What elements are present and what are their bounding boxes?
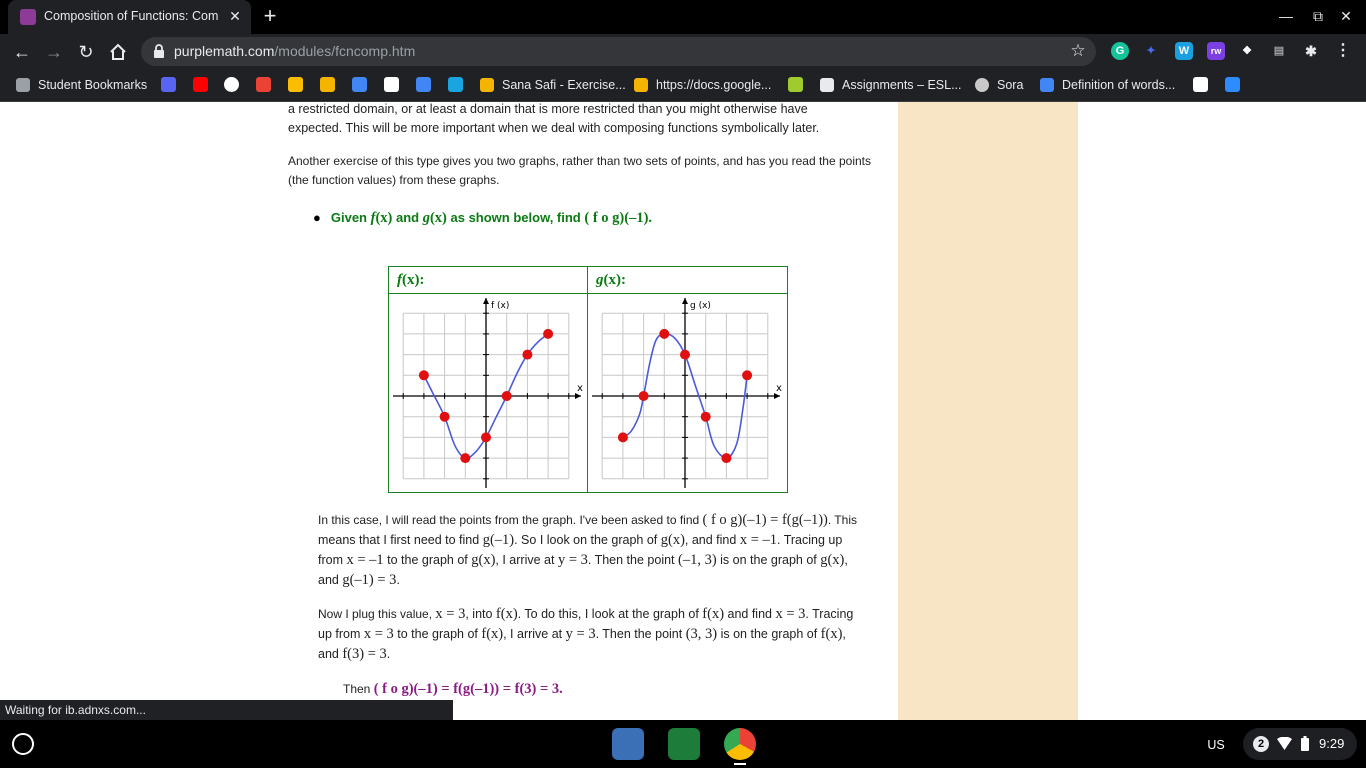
text-line: (the function values) from these graphs.	[288, 173, 500, 187]
math-expression: g(x)	[471, 552, 496, 568]
launcher-icon[interactable]	[12, 733, 34, 755]
solution-text: . Then the point	[587, 553, 678, 567]
status-bubble: Waiting for ib.adnxs.com...	[0, 700, 453, 720]
text-line	[318, 570, 883, 590]
label-name: g	[596, 272, 604, 288]
text-line	[318, 530, 883, 550]
y-axis-label: g (x)	[690, 301, 711, 311]
active-tab[interactable]	[8, 0, 251, 34]
data-point	[618, 432, 628, 442]
solution-text: to the graph of	[383, 553, 472, 567]
bullet-text: as shown below, find	[446, 210, 585, 225]
solution-text: In this case, I will read the points from the graph. I've been asked to find	[318, 513, 703, 527]
math-expression: g(–1)	[482, 532, 515, 548]
text-line	[318, 510, 883, 530]
screen-extension-icon[interactable]: ▤	[1273, 45, 1285, 57]
solution-text: . Tracing up	[777, 533, 843, 547]
solution-text: is on the graph of	[716, 553, 821, 567]
bullet-g: g	[422, 210, 430, 226]
solution-text: . This	[827, 513, 857, 527]
home-icon	[109, 43, 127, 61]
solution-text: ,	[844, 553, 848, 567]
f-graph-chart	[389, 294, 588, 492]
text-line	[318, 624, 883, 644]
reload-button[interactable]: ↻	[78, 42, 94, 62]
text-line: a restricted domain, or at least a domain that is more restricted than you might otherwise have	[288, 102, 808, 116]
share-extension-icon[interactable]: ❖	[1242, 45, 1252, 57]
x-axis-label: x	[577, 383, 583, 394]
text-line	[318, 644, 883, 664]
solution-text: . So I look on the graph of	[514, 533, 661, 547]
solution-text: from	[318, 553, 347, 567]
text-line	[318, 550, 883, 570]
b-icon[interactable]	[1193, 77, 1208, 92]
youtube-icon[interactable]	[193, 77, 208, 92]
then-label: Then	[343, 682, 374, 696]
solution-text: .	[396, 573, 400, 587]
text-line: expected. This will be more important when we deal with composing functions symbolically later.	[288, 121, 820, 135]
data-point	[481, 432, 491, 442]
f-graph-cell	[389, 267, 588, 492]
solution-text: . Then the point	[595, 627, 686, 641]
math-expression: g(x)	[820, 552, 845, 568]
answer-expression: ( f o g)(–1) = f(g(–1)) = f(3) = 3.	[373, 681, 563, 697]
bookmark-label: https://docs.google...	[656, 78, 772, 92]
math-expression: g(–1) = 3	[342, 572, 397, 588]
y-axis-arrow	[682, 298, 688, 304]
exercise-bullet	[313, 208, 652, 228]
solution-text: is on the graph of	[717, 627, 821, 641]
solution-text: means that I first need to find	[318, 533, 483, 547]
math-expression: f(x)	[820, 626, 843, 642]
bookmark-label: Assignments – ESL...	[842, 78, 962, 92]
math-expression: f(x)	[702, 606, 725, 622]
solution-text: , into	[465, 607, 496, 621]
final-answer	[343, 680, 563, 699]
discord-icon[interactable]	[161, 77, 176, 92]
wakelet-extension-icon[interactable]: W	[1175, 42, 1193, 60]
desmos-app-icon[interactable]	[668, 728, 700, 760]
bookmark-sana-safi[interactable]	[480, 76, 626, 94]
data-point	[701, 412, 711, 422]
assignments-icon	[820, 78, 834, 92]
docs-icon	[1040, 78, 1054, 92]
home-button[interactable]	[104, 38, 132, 66]
math-expression: x = –1	[739, 532, 777, 548]
bookmark-label: Sana Safi - Exercise...	[502, 78, 626, 92]
bullet-text: and	[392, 210, 423, 225]
math-expression: x = –1	[346, 552, 384, 568]
folder-icon	[480, 78, 494, 92]
bullet-f: f	[370, 210, 376, 226]
page-content	[0, 102, 1366, 720]
solution-text: , and find	[684, 533, 740, 547]
drive-icon[interactable]	[288, 77, 303, 92]
sidebar-column	[898, 102, 1078, 720]
text-line: Another exercise of this type gives you two graphs, rather than two sets of points, and has you read the points	[288, 154, 872, 168]
readwrite-extension-icon[interactable]: rw	[1207, 42, 1225, 60]
bookmark-docs-google[interactable]	[634, 76, 771, 94]
bookmark-sora[interactable]	[975, 76, 1023, 94]
data-point	[680, 350, 690, 360]
bookmark-assignments-esl[interactable]	[820, 76, 962, 94]
app-avatar-icon[interactable]	[612, 728, 644, 760]
x-axis-label: x	[776, 383, 782, 394]
zoom-icon[interactable]	[1225, 77, 1240, 92]
data-point	[460, 453, 470, 463]
bookmark-star-icon[interactable]: ☆	[1070, 41, 1086, 60]
active-app-indicator	[734, 763, 746, 765]
purplemath-favicon-icon	[20, 9, 36, 25]
solution-text: to the graph of	[393, 627, 482, 641]
data-point	[742, 370, 752, 380]
bullet-x: (x)	[375, 210, 393, 226]
g-graph-label	[596, 272, 626, 289]
address-bar[interactable]	[141, 37, 1096, 66]
g-graph-chart	[588, 294, 787, 492]
bullet-icon: ●	[313, 210, 321, 225]
url-host: purplemath.com	[174, 43, 275, 59]
math-expression: y = 3	[557, 552, 588, 568]
lock-icon	[152, 43, 166, 59]
label-arg: (x):	[402, 272, 425, 288]
y-axis-label: f (x)	[491, 301, 510, 311]
wordwall-icon[interactable]	[448, 77, 463, 92]
data-point	[419, 370, 429, 380]
math-expression: x = 3	[363, 626, 394, 642]
bookmark-label: Student Bookmarks	[38, 78, 148, 92]
url-text	[174, 43, 415, 59]
math-expression: f(x)	[481, 626, 504, 642]
math-expression: ( f o g)(–1) = f(g(–1))	[702, 512, 828, 528]
minimize-button[interactable]: —	[1279, 8, 1293, 24]
bookmark-definition-of-words[interactable]	[1040, 76, 1175, 94]
f-graph-label	[397, 272, 425, 289]
browser-toolbar	[0, 34, 1366, 69]
data-point	[502, 391, 512, 401]
data-point	[522, 350, 532, 360]
chrome-app-icon[interactable]	[724, 728, 756, 760]
solution-paragraph-2	[318, 604, 883, 664]
tab-title: Composition of Functions: Com	[44, 9, 219, 23]
math-expression: f(3) = 3	[342, 646, 387, 662]
data-point	[543, 329, 553, 339]
bookmark-label: Sora	[997, 78, 1024, 92]
bullet-expression: ( f o g)(–1).	[584, 210, 653, 226]
data-point	[659, 329, 669, 339]
status-tray[interactable]	[1243, 728, 1357, 760]
solution-text: ,	[842, 627, 846, 641]
math-expression: y = 3	[565, 626, 596, 642]
label-name: f	[397, 272, 402, 288]
solution-text: , I arrive at	[503, 627, 566, 641]
math-expression: g(x)	[660, 532, 685, 548]
graphs-table	[388, 266, 788, 493]
goodnotes-icon[interactable]	[788, 77, 803, 92]
a-icon[interactable]	[384, 77, 399, 92]
forward-button[interactable]: →	[45, 42, 63, 62]
puzzle-tool-extension-icon[interactable]: ✦	[1146, 45, 1156, 57]
math-expression: x = 3	[435, 606, 466, 622]
solution-text: and	[318, 647, 343, 661]
label-arg: (x):	[603, 272, 626, 288]
gmail-icon[interactable]	[256, 77, 271, 92]
menu-kebab-icon[interactable]: ⋮	[1335, 42, 1351, 59]
tab-close-icon[interactable]: ✕	[229, 8, 241, 24]
data-point	[721, 453, 731, 463]
solution-paragraph-1	[318, 510, 883, 590]
solution-text: up from	[318, 627, 364, 641]
url-path: /modules/fcncomp.htm	[274, 43, 416, 59]
solution-text: . Tracing	[805, 607, 854, 621]
bookmarks-bar	[0, 69, 1366, 102]
wifi-icon	[1277, 737, 1292, 750]
sora-icon	[975, 78, 989, 92]
math-expression: (–1, 3)	[678, 552, 717, 568]
close-window-button[interactable]: ✕	[1340, 8, 1352, 24]
data-point	[639, 391, 649, 401]
solution-text: . To do this, I look at the graph of	[517, 607, 703, 621]
folder-icon	[16, 78, 30, 92]
extensions-puzzle-icon[interactable]: ✱	[1305, 43, 1317, 59]
math-expression: f(x)	[495, 606, 518, 622]
bullet-text: Given	[330, 210, 371, 225]
solution-text: and	[318, 573, 343, 587]
paragraph-two-graphs	[288, 152, 888, 190]
paragraph-domain	[288, 102, 888, 138]
math-expression: x = 3	[775, 606, 806, 622]
text-line	[318, 604, 883, 624]
bullet-x: (x)	[429, 210, 447, 226]
ime-indicator[interactable]: US	[1207, 738, 1225, 752]
tab-strip	[0, 0, 1366, 34]
y-axis-arrow	[483, 298, 489, 304]
translate-icon[interactable]	[416, 77, 431, 92]
restore-button[interactable]: ⧉	[1313, 8, 1323, 24]
solution-text: , I arrive at	[495, 553, 558, 567]
schoology-icon[interactable]	[224, 77, 239, 92]
solution-text: Now I plug this value,	[318, 607, 436, 621]
math-expression: (3, 3)	[685, 626, 718, 642]
folder-icon	[634, 78, 648, 92]
os-shelf	[0, 720, 1366, 768]
back-button[interactable]: ←	[13, 42, 31, 62]
docs-icon[interactable]	[352, 77, 367, 92]
g-graph-cell	[588, 267, 787, 492]
grammarly-extension-icon[interactable]: G	[1111, 42, 1129, 60]
solution-text: .	[386, 647, 391, 661]
bookmark-label: Definition of words...	[1062, 78, 1176, 92]
solution-text: and find	[724, 607, 776, 621]
clock: 9:29	[1319, 736, 1345, 751]
battery-icon	[1301, 736, 1309, 751]
data-point	[440, 412, 450, 422]
table-header-divider	[389, 293, 787, 294]
new-tab-button[interactable]: +	[263, 3, 277, 28]
classroom-icon[interactable]	[320, 77, 335, 92]
bookmark-student-bookmarks[interactable]	[16, 76, 147, 94]
notification-count: 2	[1253, 736, 1269, 752]
